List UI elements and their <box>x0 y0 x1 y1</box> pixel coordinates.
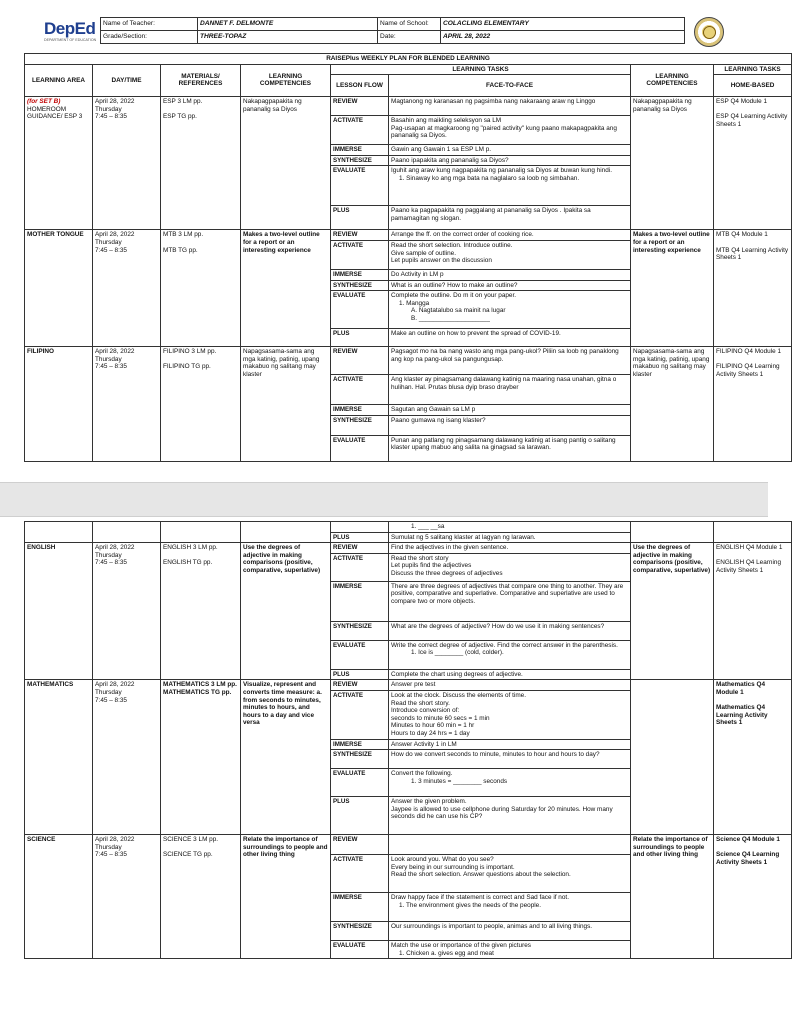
task-line: Look around you. What do you see? <box>391 856 494 864</box>
task-plus <box>389 797 631 835</box>
competency-mathematics-2 <box>631 680 714 835</box>
material-tg: MATHEMATICS TG pp. <box>163 688 232 696</box>
flow-review: REVIEW <box>331 230 389 241</box>
day-mathematics <box>93 680 161 835</box>
task-line: Read the short story. <box>391 699 450 707</box>
col-learning-tasks-home: LEARNING TASKS <box>714 64 792 75</box>
day-time: 7:45 – 8:35 <box>95 851 127 859</box>
competency-mtb-2: Makes a two-level outline for a report or an interesting experience <box>631 230 714 347</box>
day-weekday: Thursday <box>95 105 122 113</box>
task-immerse: Answer Activity 1 in LM <box>389 739 631 750</box>
page-gap <box>0 482 768 517</box>
teacher-label: Name of Teacher: <box>101 18 198 31</box>
task-line: Give sample of outline. <box>391 249 457 257</box>
day-time: 7:45 – 8:35 <box>95 559 127 567</box>
task-plus: Make an outline on how to prevent the spread of COVID-19. <box>389 329 631 347</box>
task-review: Arrange the ff. on the correct order of cooking rice. <box>389 230 631 241</box>
day-mtb <box>93 230 161 347</box>
col-materials: MATERIALS/ REFERENCES <box>161 64 241 97</box>
flow-activate: ACTIVATE <box>331 855 389 893</box>
competency-esp: Nakapagpapakita ng pananalig sa Diyos <box>241 97 331 230</box>
home-mtb <box>714 230 792 347</box>
plan-table-2 <box>24 521 792 959</box>
area-filipino: FILIPINO <box>25 347 93 462</box>
task-evaluate <box>389 941 631 959</box>
task-evaluate <box>389 291 631 329</box>
competency-english-2: Use the degrees of adjective in making comparisons (positive, comparative, superlative) <box>631 543 714 680</box>
home-mathematics <box>714 680 792 835</box>
day-english <box>93 543 161 680</box>
col-face-to-face: FACE-TO-FACE <box>389 75 631 97</box>
competency-filipino: Napagsasama-sama ang mga katinig, patinig, upang makabuo ng salitang may klaster <box>241 347 331 462</box>
date-label: Date: <box>378 31 441 44</box>
task-line: Draw happy face if the statement is correct and Sad face if not. <box>391 894 569 902</box>
task-line: Introduce conversion of: <box>391 707 460 715</box>
materials-mathematics <box>161 680 241 835</box>
header-table <box>100 17 685 44</box>
material-lm: SCIENCE 3 LM pp. <box>163 836 219 844</box>
area-label: HOMEROOM GUIDANCE/ ESP 3 <box>27 105 83 121</box>
flow-synthesize: SYNTHESIZE <box>331 155 389 166</box>
home-science <box>714 835 792 959</box>
flow-activate: ACTIVATE <box>331 690 389 739</box>
home-las: Science Q4 Learning Activity Sheets 1 <box>716 851 780 866</box>
flow-plus: PLUS <box>331 206 389 230</box>
day-weekday: Thursday <box>95 355 122 363</box>
flow-evaluate: EVALUATE <box>331 166 389 206</box>
flow-evaluate: EVALUATE <box>331 769 389 797</box>
task-activate <box>389 240 631 269</box>
flow-synthesize: SYNTHESIZE <box>331 750 389 769</box>
school-label: Name of School: <box>378 18 441 31</box>
task-evaluate <box>389 166 631 206</box>
task-evaluate <box>389 769 631 797</box>
materials-science <box>161 835 241 959</box>
task-line: 1. Chicken a. gives egg and meat <box>399 949 494 957</box>
day-filipino <box>93 347 161 462</box>
competency-english: Use the degrees of adjective in making comparisons (positive, comparative, superlative) <box>241 543 331 680</box>
task-review: Answer pre test <box>389 680 631 691</box>
date-value: APRIL 28, 2022 <box>441 31 685 44</box>
col-lesson-flow: LESSON FLOW <box>331 75 389 97</box>
task-line: Complete the outline. Do m it on your paper. <box>391 292 517 300</box>
home-las: MTB Q4 Learning Activity Sheets 1 <box>716 246 789 262</box>
area-mathematics: MATHEMATICS <box>25 680 93 835</box>
flow-evaluate: EVALUATE <box>331 941 389 959</box>
teacher-value: DANNET F. DELMONTE <box>198 18 378 31</box>
area-science: SCIENCE <box>25 835 93 959</box>
home-module: Mathematics Q4 Module 1 <box>716 681 766 696</box>
competency-science: Relate the importance of surroundings to people and other living thing <box>241 835 331 959</box>
materials-english <box>161 543 241 680</box>
flow-review: REVIEW <box>331 835 389 855</box>
flow-synthesize: SYNTHESIZE <box>331 280 389 291</box>
task-evaluate: Punan ang patlang ng pinagsamang dalawang katinig at isang pantig o salitang klaster upang mabuo ang salita na ginagsad sa larawan. <box>389 435 631 461</box>
home-module: ENGLISH Q4 Module 1 <box>716 544 783 552</box>
cont-competency <box>241 522 331 543</box>
day-weekday: Thursday <box>95 238 122 246</box>
task-review: Find the adjectives in the given sentence. <box>389 543 631 554</box>
task-activate: Ang klaster ay pinagsamang dalawang katinig na maaring nasa unahan, gitna o hulihan. Hal. Prutas blusa dyip braso drayber <box>389 375 631 405</box>
material-tg: SCIENCE TG pp. <box>163 851 213 859</box>
logo-text: DepEd <box>44 19 96 38</box>
competency-esp-2: Nakapagpapakita ng pananalig sa Diyos <box>631 97 714 230</box>
home-filipino <box>714 347 792 462</box>
home-esp <box>714 97 792 230</box>
grade-value: THREE-TOPAZ <box>198 31 378 44</box>
area-esp <box>25 97 93 230</box>
flow-plus: PLUS <box>331 329 389 347</box>
task-line: 1. The environment gives the needs of the people. <box>399 901 541 909</box>
home-module: Science Q4 Module 1 <box>716 836 780 844</box>
flow-activate: ACTIVATE <box>331 375 389 405</box>
flow-evaluate: EVALUATE <box>331 435 389 461</box>
task-line: Discuss the three degrees of adjectives <box>391 569 503 577</box>
task-line: Read the short story <box>391 554 449 562</box>
flow-activate: ACTIVATE <box>331 240 389 269</box>
flow-evaluate: EVALUATE <box>331 640 389 669</box>
task-line: Read the short selection. Answer questions about the selection. <box>391 871 571 879</box>
task-synthesize: Paano ipapakita ang pananalig sa Diyos? <box>389 155 631 166</box>
page-2 <box>0 517 783 1024</box>
school-value: COLACLING ELEMENTARY <box>441 18 685 31</box>
material-tg: MTB TG pp. <box>163 246 198 254</box>
deped-logo <box>44 20 96 46</box>
flow-activate: ACTIVATE <box>331 553 389 581</box>
task-line: Answer the given problem. <box>391 798 467 806</box>
task-line: 1. ___ __sa <box>411 523 445 530</box>
day-science <box>93 835 161 959</box>
day-weekday: Thursday <box>95 688 122 696</box>
cont-flow <box>331 522 389 533</box>
day-date: April 28, 2022 <box>95 231 135 239</box>
task-line: Minutes to hour 60 min = 1 hr <box>391 722 475 730</box>
flow-plus: PLUS <box>331 669 389 680</box>
task-line: Pag-usapan at magkaroong ng "paired activity" kung paano makapagpakita ang pananalig sa Diyos. <box>391 124 617 140</box>
task-line: Iguhit ang araw kung nagpapakita ng pananalig sa Diyos at buwan kung hindi. <box>391 167 612 175</box>
materials-mtb <box>161 230 241 347</box>
task-line: Match the use or importance of the given pictures <box>391 942 531 950</box>
cont-competency-2 <box>631 522 714 543</box>
school-seal-icon <box>694 17 724 47</box>
plan-table-1 <box>24 53 792 462</box>
home-module: FILIPINO Q4 Module 1 <box>716 348 781 356</box>
flow-synthesize: SYNTHESIZE <box>331 415 389 435</box>
task-activate <box>389 553 631 581</box>
task-immerse: Do Activity in LM p <box>389 269 631 280</box>
day-esp <box>93 97 161 230</box>
competency-mathematics: Visualize, represent and converts time measure: a. from seconds to minutes, minutes to hours, and hours to a day and vice versa <box>241 680 331 835</box>
competency-science-2: Relate the importance of surroundings to people and other living thing <box>631 835 714 959</box>
page-1 <box>0 0 789 482</box>
col-learning-tasks: LEARNING TASKS <box>331 64 631 75</box>
task-line: Convert the following. <box>391 770 453 778</box>
flow-review: REVIEW <box>331 680 389 691</box>
flow-immerse: IMMERSE <box>331 145 389 156</box>
cont-materials <box>161 522 241 543</box>
materials-filipino <box>161 347 241 462</box>
task-line: 1. Sinaway ko ang mga bata na naglalaro sa loob ng simbahan. <box>399 174 580 182</box>
task-line: A. Nagtatalubo sa mainit na lugar <box>411 307 506 315</box>
task-review: Magtanong ng karanasan ng pagsimba nang nakaraang araw ng Linggo <box>389 97 631 116</box>
day-time: 7:45 – 8:35 <box>95 246 127 254</box>
competency-filipino-2: Napagsasama-sama ang mga katinig, patinig, upang makabuo ng salitang may klaster <box>631 347 714 462</box>
task-review: Pagsagot mo na ba nang wasto ang mga pang-ukol? Piliin sa loob ng panaklong ang kop na pang-ukol sa pangungusap. <box>389 347 631 375</box>
flow-immerse: IMMERSE <box>331 581 389 621</box>
task-immerse: There are three degrees of adjectives that compare one thing to another. They are positive, comparative and superlative. Comparative and superlative are used to compare two or more objects. <box>389 581 631 621</box>
flow-review: REVIEW <box>331 97 389 116</box>
task-evaluate-cont <box>389 522 631 533</box>
materials-esp <box>161 97 241 230</box>
flow-immerse: IMMERSE <box>331 893 389 922</box>
area-english: ENGLISH <box>25 543 93 680</box>
task-synthesize: What is an outline? How to make an outline? <box>389 280 631 291</box>
home-las: ENGLISH Q4 Learning Activity Sheets 1 <box>716 559 782 574</box>
day-time: 7:45 – 8:35 <box>95 696 127 704</box>
task-line: Look at the clock. Discuss the elements of time. <box>391 691 526 699</box>
task-line: 1. Mangga <box>399 299 430 307</box>
flow-synthesize: SYNTHESIZE <box>331 922 389 941</box>
task-activate <box>389 690 631 739</box>
flow-plus: PLUS <box>331 532 389 543</box>
task-immerse: Gawin ang Gawain 1 sa ESP LM p. <box>389 145 631 156</box>
task-line: Basahin ang maikling seleksyon sa LM <box>391 117 502 125</box>
cont-day <box>93 522 161 543</box>
material-lm: ENGLISH 3 LM pp. <box>163 544 218 552</box>
task-synthesize: Paano gumawa ng isang klaster? <box>389 415 631 435</box>
flow-immerse: IMMERSE <box>331 269 389 280</box>
task-line: Jaypee is allowed to use cellphone during Saturday for 20 minutes. How many seconds did he can use his CP? <box>391 805 613 821</box>
material-lm: FILIPINO 3 LM pp. <box>163 348 217 356</box>
task-review <box>389 835 631 855</box>
logo-subtext: DEPARTMENT OF EDUCATION <box>44 38 97 42</box>
task-synthesize: How do we convert seconds to minute, minutes to hour and hours to day? <box>389 750 631 769</box>
task-line: Let pupils find the adjectives <box>391 562 472 570</box>
home-las: FILIPINO Q4 Learning Activity Sheets 1 <box>716 363 780 378</box>
col-competencies: LEARNING COMPETENCIES <box>241 64 331 97</box>
home-module: MTB Q4 Module 1 <box>716 231 768 239</box>
material-lm: MTB 3 LM pp. <box>163 231 204 239</box>
plan-title: RAISEPlus WEEKLY PLAN FOR BLENDED LEARNING <box>25 54 792 65</box>
flow-review: REVIEW <box>331 347 389 375</box>
task-line: Read the short selection. Introduce outline. <box>391 241 513 249</box>
material-tg: ENGLISH TG pp. <box>163 559 213 567</box>
flow-immerse: IMMERSE <box>331 739 389 750</box>
home-las: Mathematics Q4 Learning Activity Sheets 1 <box>716 704 768 727</box>
task-line: Write the correct degree of adjective. Find the correct answer in the parenthesis. <box>391 641 618 649</box>
material-tg: FILIPINO TG pp. <box>163 363 211 371</box>
task-immerse <box>389 893 631 922</box>
day-time: 7:45 – 8:35 <box>95 363 127 371</box>
task-line: Let pupils answer on the discussion <box>391 257 492 265</box>
task-activate <box>389 116 631 145</box>
flow-synthesize: SYNTHESIZE <box>331 621 389 640</box>
day-date: April 28, 2022 <box>95 544 135 552</box>
task-synthesize: Our surroundings is important to people, animas and to all living things. <box>389 922 631 941</box>
flow-review: REVIEW <box>331 543 389 554</box>
flow-plus: PLUS <box>331 797 389 835</box>
task-line: B. ____________________ <box>411 314 490 322</box>
task-line: seconds to minute 60 secs = 1 min <box>391 714 490 722</box>
cont-area <box>25 522 93 543</box>
home-las: ESP Q4 Learning Activity Sheets 1 <box>716 113 788 128</box>
task-line: 1. 3 minutes = ________ seconds <box>411 777 508 785</box>
col-day-time: DAY/TIME <box>93 64 161 97</box>
task-immerse: Sagutan ang Gawain sa LM p <box>389 405 631 416</box>
day-date: April 28, 2022 <box>95 681 135 689</box>
task-line: Every being in our surrounding is important. <box>391 863 515 871</box>
task-evaluate <box>389 640 631 669</box>
task-synthesize: What are the degrees of adjective? How do we use it in making sentences? <box>389 621 631 640</box>
set-label: (for SET B) <box>27 98 61 106</box>
day-time: 7:45 – 8:35 <box>95 113 127 121</box>
day-date: April 28, 2022 <box>95 348 135 356</box>
task-line: Hours to day 24 hrs = 1 day <box>391 729 470 737</box>
day-date: April 28, 2022 <box>95 836 135 844</box>
material-lm: MATHEMATICS 3 LM pp. <box>163 681 237 689</box>
material-tg: ESP TG pp. <box>163 113 197 121</box>
task-plus: Complete the chart using degrees of adjective. <box>389 669 631 680</box>
day-date: April 28, 2022 <box>95 98 135 106</box>
col-competencies-2: LEARNING COMPETENCIES <box>631 64 714 97</box>
flow-immerse: IMMERSE <box>331 405 389 416</box>
day-weekday: Thursday <box>95 551 122 559</box>
task-line: 1. Ice is ________ (cold, colder). <box>411 649 504 657</box>
day-weekday: Thursday <box>95 843 122 851</box>
cont-home <box>714 522 792 543</box>
task-activate <box>389 855 631 893</box>
area-mtb: MOTHER TONGUE <box>25 230 93 347</box>
home-english <box>714 543 792 680</box>
task-plus: Paano ka pagpapakita ng paggalang at pananalig sa Diyos . Ipakita sa pamamagitan ng slogan. <box>389 206 631 230</box>
task-plus: Sumulat ng 5 salitang klaster at lagyan ng larawan. <box>389 532 631 543</box>
flow-activate: ACTIVATE <box>331 116 389 145</box>
home-module: ESP Q4 Module 1 <box>716 98 768 106</box>
col-learning-area: LEARNING AREA <box>25 64 93 97</box>
grade-label: Grade/Section: <box>101 31 198 44</box>
material-lm: ESP 3 LM pp. <box>163 98 203 106</box>
col-home-based: HOME-BASED <box>714 75 792 97</box>
competency-mtb: Makes a two-level outline for a report or an interesting experience <box>241 230 331 347</box>
flow-evaluate: EVALUATE <box>331 291 389 329</box>
